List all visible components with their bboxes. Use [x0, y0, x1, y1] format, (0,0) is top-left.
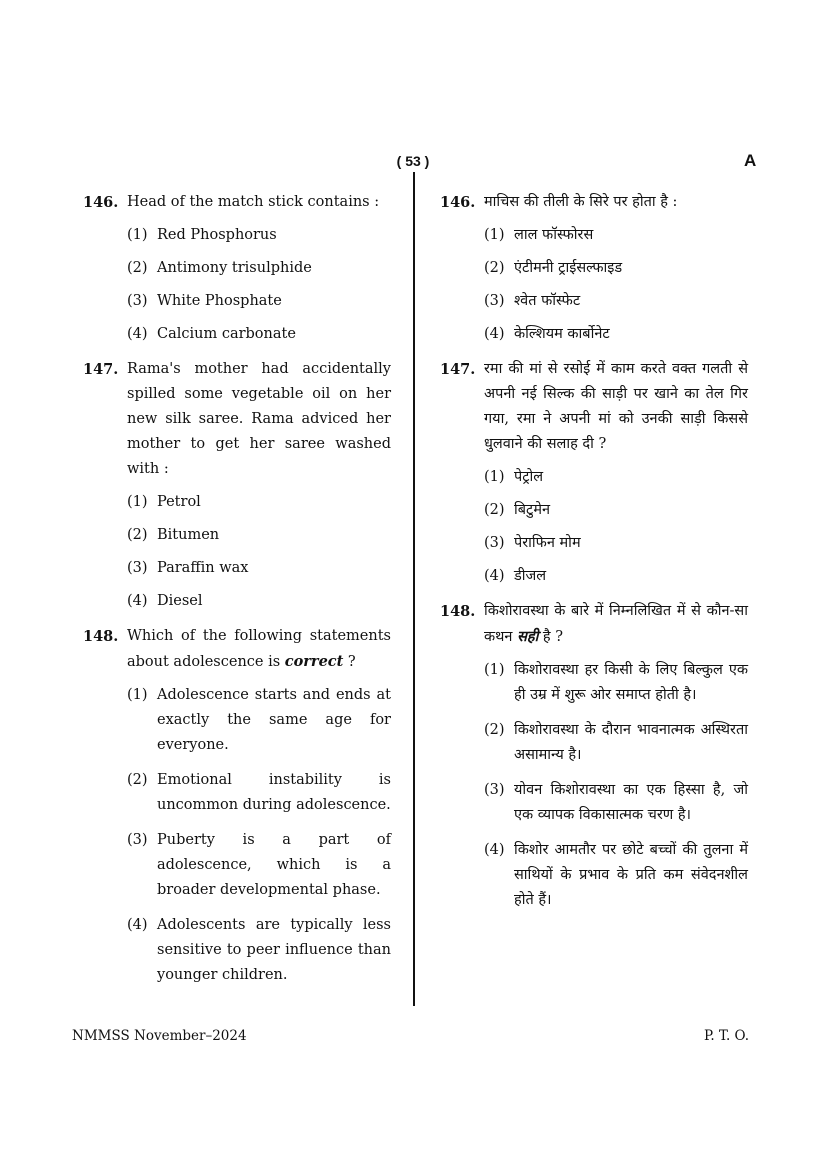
option-text: Antimony trisulphide: [157, 260, 312, 276]
emphasis-correct: correct: [284, 653, 344, 670]
option-number: (1): [127, 687, 148, 703]
option-number: (1): [127, 494, 148, 510]
option-text: पेराफिन मोम: [514, 535, 581, 551]
question-147-en: [83, 357, 391, 614]
option: [484, 457, 748, 490]
question-148-en: [83, 624, 391, 988]
option-number: (1): [484, 469, 505, 485]
option: [127, 281, 391, 314]
option-text: डीजल: [514, 568, 547, 584]
option-number: (4): [127, 326, 148, 342]
option-number: (2): [484, 722, 505, 738]
option: [484, 281, 748, 314]
page-number: ( 53 ): [396, 153, 430, 169]
option-text: Adolescence starts and ends at exactly the same age for everyone.: [157, 687, 391, 753]
option: [484, 838, 748, 913]
question-number: 147.: [440, 361, 476, 378]
option-number: (4): [484, 842, 505, 858]
option-text: Adolescents are typically less sensitive to peer influence than younger children.: [157, 917, 391, 983]
option-text: Bitumen: [157, 527, 220, 543]
option: [127, 482, 391, 515]
option-number: (3): [484, 293, 505, 309]
option-text: Calcium carbonate: [157, 326, 296, 342]
option: [484, 523, 748, 556]
option-text: Paraffin wax: [157, 560, 249, 576]
option: [484, 215, 748, 248]
question-number: 146.: [440, 194, 476, 211]
option-number: (2): [484, 260, 505, 276]
option-number: (3): [484, 535, 505, 551]
option: [484, 658, 748, 708]
option-number: (3): [484, 782, 505, 798]
option: [484, 314, 748, 347]
column-divider: [413, 172, 415, 1006]
option-text: पेट्रोल: [514, 469, 544, 485]
option-text: Red Phosphorus: [157, 227, 277, 243]
question-number: 148.: [440, 603, 476, 620]
option: [484, 490, 748, 523]
footer-exam-name: NMMSS November–2024: [72, 1028, 247, 1044]
question-text: किशोरावस्था के बारे में निम्नलिखित में से कौन-सा कथन सही है ?: [484, 603, 748, 645]
option-text: Petrol: [157, 494, 201, 510]
hindi-column: [440, 190, 748, 923]
option: [484, 556, 748, 589]
option-text: एंटीमनी ट्राईसल्फाइड: [514, 260, 623, 276]
option-text: योवन किशोरावस्था का एक हिस्सा है, जो एक व्यापक विकासात्मक चरण है।: [514, 782, 748, 823]
question-146-en: [83, 190, 391, 347]
option: [127, 913, 391, 988]
option: [127, 515, 391, 548]
question-number: 147.: [83, 361, 119, 378]
question-147-hi: [440, 357, 748, 589]
option-text: श्वेत फॉस्फेट: [514, 293, 581, 309]
option-text: बिटुमेन: [514, 502, 551, 518]
option-number: (4): [127, 917, 148, 933]
question-text: Head of the match stick contains :: [127, 194, 380, 210]
option: [127, 215, 391, 248]
question-text: माचिस की तीली के सिरे पर होता है :: [484, 194, 678, 210]
footer-pto: P. T. O.: [704, 1028, 750, 1044]
question-text: Rama's mother had accidentally spilled some vegetable oil on her new silk saree. Rama adviced her mother to get her saree washed with :: [127, 361, 391, 477]
option: [484, 248, 748, 281]
english-column: [83, 190, 391, 998]
option-text: Puberty is a part of adolescence, which is a broader developmental phase.: [157, 832, 391, 898]
option-number: (3): [127, 293, 148, 309]
option-text: White Phosphate: [157, 293, 282, 309]
option: [127, 828, 391, 903]
option: [127, 248, 391, 281]
option-text: Diesel: [157, 593, 203, 609]
option-number: (3): [127, 832, 148, 848]
question-number: 146.: [83, 194, 119, 211]
option: [127, 548, 391, 581]
option: [127, 768, 391, 818]
question-148-hi: [440, 599, 748, 913]
question-text: Which of the following statements about adolescence is correct ?: [127, 628, 391, 670]
option-number: (3): [127, 560, 148, 576]
option-number: (1): [127, 227, 148, 243]
option-number: (4): [127, 593, 148, 609]
option: [484, 718, 748, 768]
option: [127, 314, 391, 347]
option-number: (1): [484, 662, 505, 678]
question-text: रमा की मां से रसोई में काम करते वक्त गलती से अपनी नई सिल्क की साड़ी पर खाने का तेल गिर गया, रमा ने अपनी मां को उनकी साड़ी किससे धुलवाने की सलाह दी ?: [484, 361, 748, 452]
option-number: (2): [127, 527, 148, 543]
option-text: किशोरावस्था हर किसी के लिए बिल्कुल एक ही उम्र में शुरू ओर समाप्त होती है।: [514, 662, 748, 703]
option-text: Emotional instability is uncommon during adolescence.: [157, 772, 391, 813]
option: [484, 778, 748, 828]
emphasis-correct: सही: [517, 628, 539, 645]
option-text: केल्शियम कार्बोनेट: [514, 326, 610, 342]
option-number: (2): [127, 772, 148, 788]
option-number: (2): [127, 260, 148, 276]
option-text: किशोरावस्था के दौरान भावनात्मक अस्थिरता असामान्य है।: [514, 722, 748, 763]
series-code: A: [744, 151, 757, 170]
option-text: किशोर आमतौर पर छोटे बच्चों की तुलना में साथियों के प्रभाव के प्रति कम संवेदनशील होते हैं।: [514, 842, 748, 908]
option-text: लाल फॉस्फोरस: [514, 227, 594, 243]
option-number: (2): [484, 502, 505, 518]
option: [127, 581, 391, 614]
option: [127, 683, 391, 758]
option-number: (4): [484, 326, 505, 342]
question-number: 148.: [83, 628, 119, 645]
question-146-hi: [440, 190, 748, 347]
option-number: (1): [484, 227, 505, 243]
option-number: (4): [484, 568, 505, 584]
